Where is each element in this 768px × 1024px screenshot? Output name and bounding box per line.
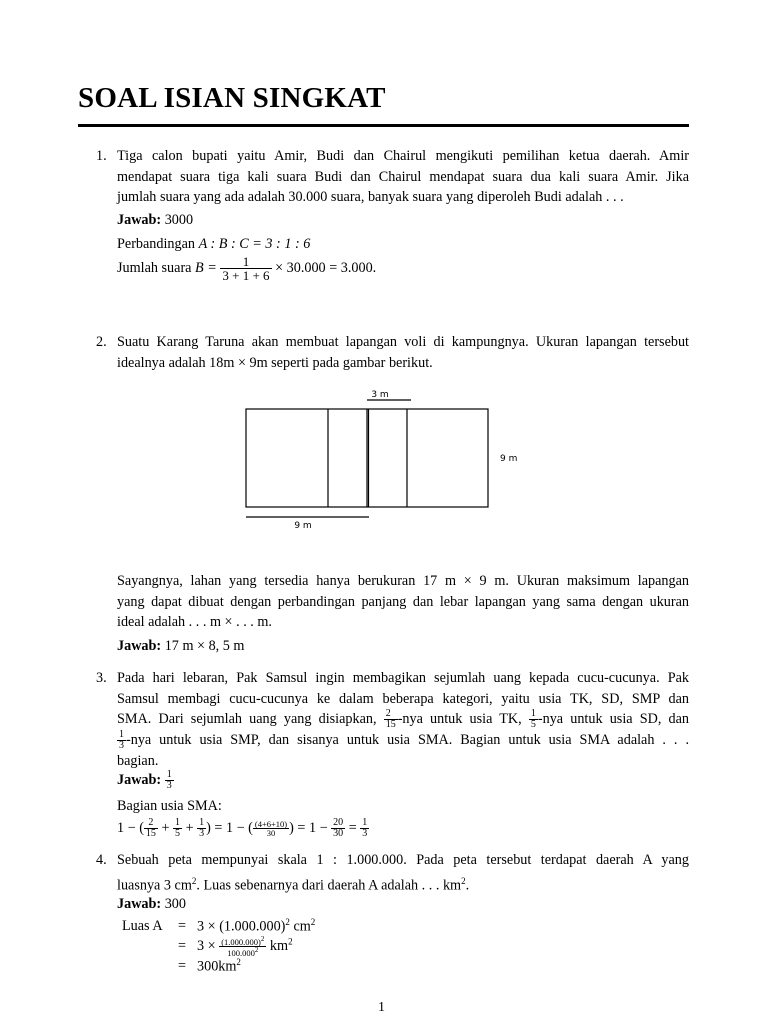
expr-frac [144, 818, 158, 839]
frac-den: 30 [333, 828, 344, 840]
fraction-sd [529, 709, 538, 730]
fraction-smp [117, 730, 126, 751]
q2-number: 2. [96, 334, 107, 350]
expr-part: ) = 1 − [289, 820, 328, 836]
step-text: 300km [197, 959, 237, 976]
frac-den: 3 [166, 780, 172, 792]
frac-num: 1 [362, 817, 368, 829]
q1-line: jumlah suara yang ada adalah 30.000 suara, banyak suara yang diperoleh Budi adalah . . . [117, 189, 624, 205]
q3-text-part: -nya untuk usia TK, [397, 711, 522, 727]
expr-frac [360, 818, 369, 839]
ratio-label: Perbandingan [117, 236, 196, 252]
equals: = [177, 917, 186, 934]
expr-frac [331, 818, 345, 839]
q4-derivation [122, 917, 321, 976]
frac-num-text: (1.000.000) [221, 936, 261, 947]
q1-sum [117, 255, 376, 282]
frac-den: 15 [145, 828, 156, 840]
frac-num: (4+6+10) [254, 818, 288, 829]
derivation-step [197, 957, 321, 976]
superscript: 2 [285, 917, 290, 927]
q2-text [117, 332, 689, 373]
frac-num: 1 [119, 729, 124, 741]
q3-text-part: -nya untuk usia SMP, dan sisanya untuk usia SMA. Bagian untuk usia SMA adalah . . . [126, 732, 689, 749]
frac-num [219, 936, 266, 946]
luas-label: Luas A [122, 917, 163, 934]
answer-value: 300 [164, 896, 186, 912]
q1-ratio [117, 234, 310, 255]
step-unit: cm [293, 918, 311, 935]
q2-text-2 [117, 571, 689, 633]
sum-fraction [220, 255, 271, 282]
superscript: 2 [254, 946, 259, 955]
frac-num: 1 [242, 254, 250, 269]
superscript: 2 [260, 934, 265, 943]
answer-value: 3000 [164, 212, 194, 228]
frac-num: 1 [199, 817, 205, 829]
q3-line: bagian. [117, 753, 159, 770]
derivation-row [122, 936, 321, 958]
expr-frac [253, 820, 289, 838]
q3-text-part: SMA. Dari sejumlah uang yang disiapkan, [117, 711, 377, 727]
expr-part: = [348, 820, 357, 836]
expr-part: ) = 1 − ( [206, 820, 253, 836]
q2-line: Suatu Karang Taruna akan membuat lapangan voli di kampungnya. Ukuran lapangan tersebut [117, 334, 689, 350]
superscript: 2 [461, 875, 466, 886]
ratio-expr: A : B : C = 3 : 1 : 6 [198, 236, 311, 252]
q1-answer [117, 210, 193, 231]
frac-den: 3 [362, 828, 368, 840]
page-number: 1 [378, 1000, 385, 1015]
q4-text [117, 850, 689, 896]
frac-den: 3 [199, 828, 205, 840]
step-frac [219, 936, 266, 958]
answer-label: Jawab: [117, 896, 162, 912]
q3-expression [117, 818, 369, 839]
fraction-tk [384, 709, 398, 730]
q1-number: 1. [96, 148, 107, 164]
q2-line: idealnya adalah 18m × 9m seperti pada gambar berikut. [117, 354, 433, 371]
sum-rest: × 30.000 = 3.000. [275, 259, 377, 276]
expr-part: 1 − ( [117, 820, 144, 836]
q3-text-part: -nya untuk usia SD, dan [537, 711, 690, 727]
answer-label: Jawab: [117, 212, 162, 228]
equals: = [177, 958, 186, 975]
label-bottom: 9 m [294, 521, 312, 531]
answer-fraction [165, 770, 174, 791]
step-text: 3 × (1.000.000) [197, 918, 286, 935]
q4-line: Sebuah peta mempunyai skala 1 : 1.000.000. Pada peta tersebut terdapat daerah A yang [117, 852, 689, 868]
step-text: 3 × [197, 937, 216, 954]
frac-num: 2 [385, 708, 391, 720]
q4-text-part: . Luas sebenarnya dari daerah A adalah . . . km [196, 877, 462, 894]
superscript: 2 [236, 957, 241, 968]
answer-label: Jawab: [117, 772, 162, 788]
frac-den: 30 [253, 828, 289, 838]
q3-line: Pada hari lebaran, Pak Samsul ingin membagikan sejumlah uang kepada cucu-cucunya. Pak [117, 670, 689, 686]
derivation-row [122, 917, 321, 936]
expr-part: + [161, 820, 170, 836]
label-right: 9 m [500, 454, 518, 464]
derivation-step [197, 936, 321, 958]
q4-text-part: luasnya 3 cm [117, 877, 192, 894]
frac-den: 3 + 1 + 6 [222, 268, 270, 283]
derivation-row [122, 957, 321, 976]
frac-num: 1 [175, 817, 181, 829]
q3-line: Samsul membagi cucu-cucunya ke dalam beberapa kategori, yaitu usia TK, SD, SMP dan [117, 690, 689, 707]
q1-line: mendapat suara tiga kali suara Budi dan Chairul mendapat suara dua kali suara Amir. Jika [117, 168, 689, 185]
q4-line-2 [117, 871, 689, 896]
sum-label: Jumlah suara [117, 259, 192, 276]
title-rule [78, 124, 689, 127]
frac-num: 2 [148, 817, 154, 829]
frac-den-text: 100.000 [227, 947, 255, 958]
q3-line-4 [117, 730, 689, 751]
derivation-step [197, 917, 321, 936]
q2-line: Sayangnya, lahan yang tersedia hanya berukuran 17 m × 9 m. Ukuran maksimum lapangan [117, 573, 689, 589]
frac-num: 1 [530, 708, 536, 720]
court-diagram [230, 380, 530, 532]
q1-text [117, 146, 689, 208]
frac-den: 5 [175, 828, 181, 840]
label-top: 3 m [371, 390, 389, 400]
expr-part: + [185, 820, 194, 836]
q3-text [117, 668, 689, 772]
q4-answer [117, 894, 186, 915]
sum-var: B = [195, 259, 217, 276]
q3-answer [117, 770, 174, 791]
equals: = [177, 938, 186, 955]
frac-num: 1 [166, 769, 172, 781]
superscript: 2 [310, 917, 316, 927]
q1-line: Tiga calon bupati yaitu Amir, Budi dan Chairul mengikuti pemilihan ketua daerah. Amir [117, 148, 689, 164]
superscript: 2 [191, 875, 197, 886]
frac-den: 5 [530, 719, 536, 731]
q2-line: ideal adalah . . . m × . . . m. [117, 614, 272, 630]
q3-line-3 [117, 709, 689, 730]
q4-number: 4. [96, 852, 107, 868]
frac-den [219, 946, 266, 957]
q3-number: 3. [96, 670, 107, 686]
q4-text-part: . [465, 877, 470, 894]
frac-num: 20 [333, 817, 344, 829]
page-title: SOAL ISIAN SINGKAT [78, 82, 386, 114]
frac-den: 3 [119, 740, 124, 752]
frac-den: 15 [385, 719, 396, 731]
step-unit: km [269, 937, 289, 954]
expr-frac [197, 818, 206, 839]
answer-label: Jawab: [117, 638, 162, 654]
expr-frac [173, 818, 182, 839]
answer-value: 17 m × 8, 5 m [164, 638, 245, 654]
q2-line: yang dapat dibuat dengan perbandingan panjang dan lebar lapangan yang sama dengan ukuran [117, 593, 689, 610]
q2-answer [117, 636, 244, 657]
q3-part-label: Bagian usia SMA: [117, 798, 222, 814]
superscript: 2 [288, 936, 293, 947]
